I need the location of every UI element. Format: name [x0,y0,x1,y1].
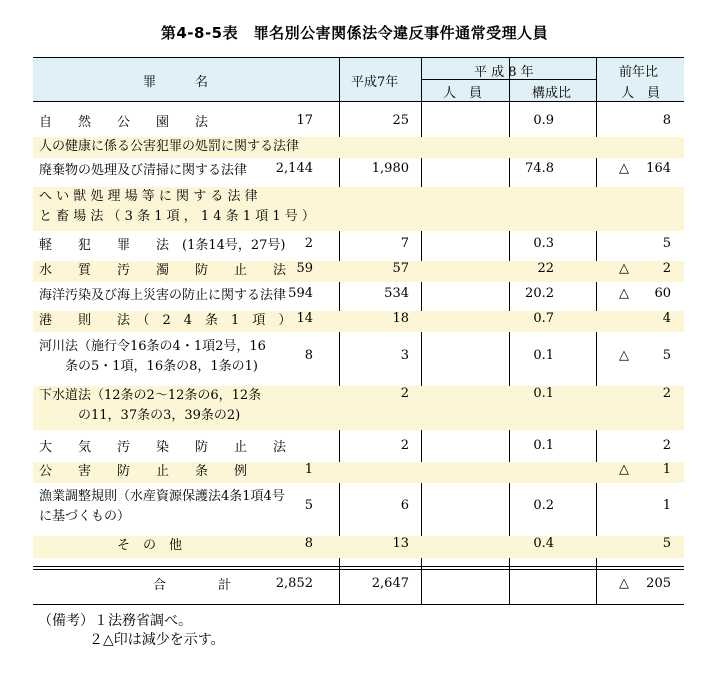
table-row: 自 然 公 園 法 17 25 0.9 8 [39,113,671,130]
table-row: 軽 犯 罪 法 (1条14号，27号) 2 7 0.3 5 [39,236,671,253]
table-row: 廃棄物の処理及び清掃に関する法律 2,144 1,980 74.8 △ 164 [39,161,671,178]
table-row: 海洋汚染及び海上災害の防止に関する法律 594 534 20.2 △ 60 [39,286,671,303]
data-table [33,57,684,605]
table-header [33,58,684,102]
table-row: 公 害 防 止 条 例 1 △ 1 [33,462,684,483]
table-title: 第4-8-5表 罪名別公害関係法令違反事件通常受理人員 [160,24,549,42]
table-row: 河川法（施行令16条の4・1項2号，16 条の5・1項，16条の8，1条の1) 8 3 0.1 △ 5 [39,339,671,374]
table-row: 水 質 汚 濁 防 止 法 59 57 22 △ 2 [33,261,684,282]
table-row: 下水道法（12条の2～12条の6，12条 の11，37条の3，39条の2) 2 0.1 2 [33,386,684,430]
note-2: ２△印は減少を示す。 [89,632,225,648]
table-row: へ い 獣 処 理 場 等 に 関 す る 法 律 と 畜 場 法 （ 3 条 1 項 ， 1 4 条 1 項 1 号 ） [33,187,684,231]
total-row: 合 計 2,852 2,647 △ 205 [153,576,671,593]
header-h7: 平成7年 [351,75,399,90]
header-h8-ratio: 構成比 [532,86,572,101]
header-prev: 前年比 [619,65,659,80]
header-h8-people: 人 員 [443,86,483,101]
header-crime-name: 罪 名 [143,75,209,90]
table-row: 人の健康に係る公害犯罪の処罰に関する法律 [33,137,684,158]
table-row: 港 則 法 （ 2 4 条 1 項 ） 14 18 0.7 4 [33,311,684,332]
table-row: 大 気 汚 染 防 止 法 2 0.1 2 [39,438,671,455]
note-1: （備考）１法務省調べ。 [38,613,192,629]
table-row: そ の 他 8 13 0.4 5 [33,536,684,558]
header-h8: 平 成 8 年 [474,65,534,80]
notes [38,612,225,650]
header-prev-people: 人 員 [621,86,661,101]
table-row: 漁業調整規則（水産資源保護法4条1項4号 に基づくもの） 5 6 0.2 1 [39,489,671,524]
